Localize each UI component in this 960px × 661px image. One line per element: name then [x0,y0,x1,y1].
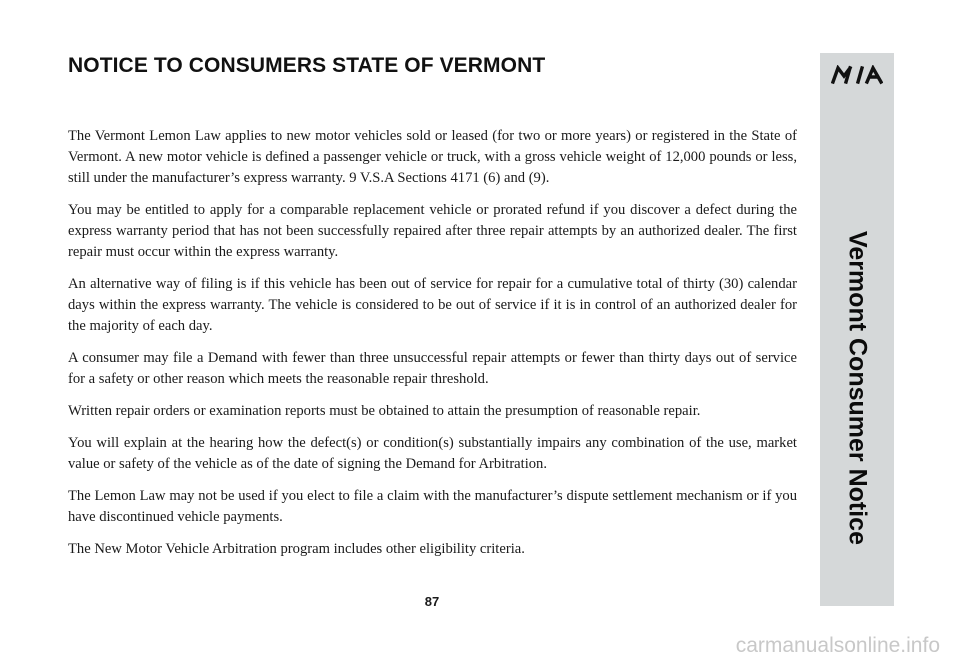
paragraph: The Vermont Lemon Law applies to new motor vehicles sold or leased (for two or more years) or registered in the State of Vermont. A new motor vehicle is defined a passenger vehicle or truck, with a gross vehicle weight of 12,000 pounds or less, still under the manufacturer’s express warranty. 9 V.S.A Sections 4171 (6) and (9). [68,128,797,186]
watermark: carmanualsonline.info [735,634,940,657]
page-heading: NOTICE TO CONSUMERS STATE OF VERMONT [68,54,546,77]
paragraph: The New Motor Vehicle Arbitration program includes other eligibility criteria. [68,541,525,557]
paragraph: You will explain at the hearing how the defect(s) or condition(s) substantially impairs any combination of the use, market value or safety of the vehicle as of the date of signing the Demand for Arbitration. [68,435,797,472]
side-tab-title: Vermont Consumer Notice [843,231,872,545]
paragraph: You may be entitled to apply for a comparable replacement vehicle or prorated refund if you discover a defect during the express warranty period that has not been successfully repaired after three repair attempts by an authorized dealer. The first repair must occur within the express warranty. [68,202,797,260]
paragraph: A consumer may file a Demand with fewer than three unsuccessful repair attempts or fewer than thirty days out of service for a safety or other reason which meets the reasonable repair threshold. [68,350,797,387]
paragraph: Written repair orders or examination reports must be obtained to attain the presumption of reasonable repair. [68,403,701,419]
paragraph: An alternative way of filing is if this vehicle has been out of service for repair for a cumulative total of thirty (30) calendar days within the express warranty. The vehicle is considered to be out of service if it is in control of an authorized dealer for the majority of each day. [68,276,797,334]
page-number: 87 [424,594,440,609]
kia-logo-icon [831,65,883,85]
section-side-tab [820,53,894,606]
paragraph: The Lemon Law may not be used if you elect to file a claim with the manufacturer’s dispute settlement mechanism or if you have discontinued vehicle payments. [68,488,797,525]
notice-body [68,126,797,571]
